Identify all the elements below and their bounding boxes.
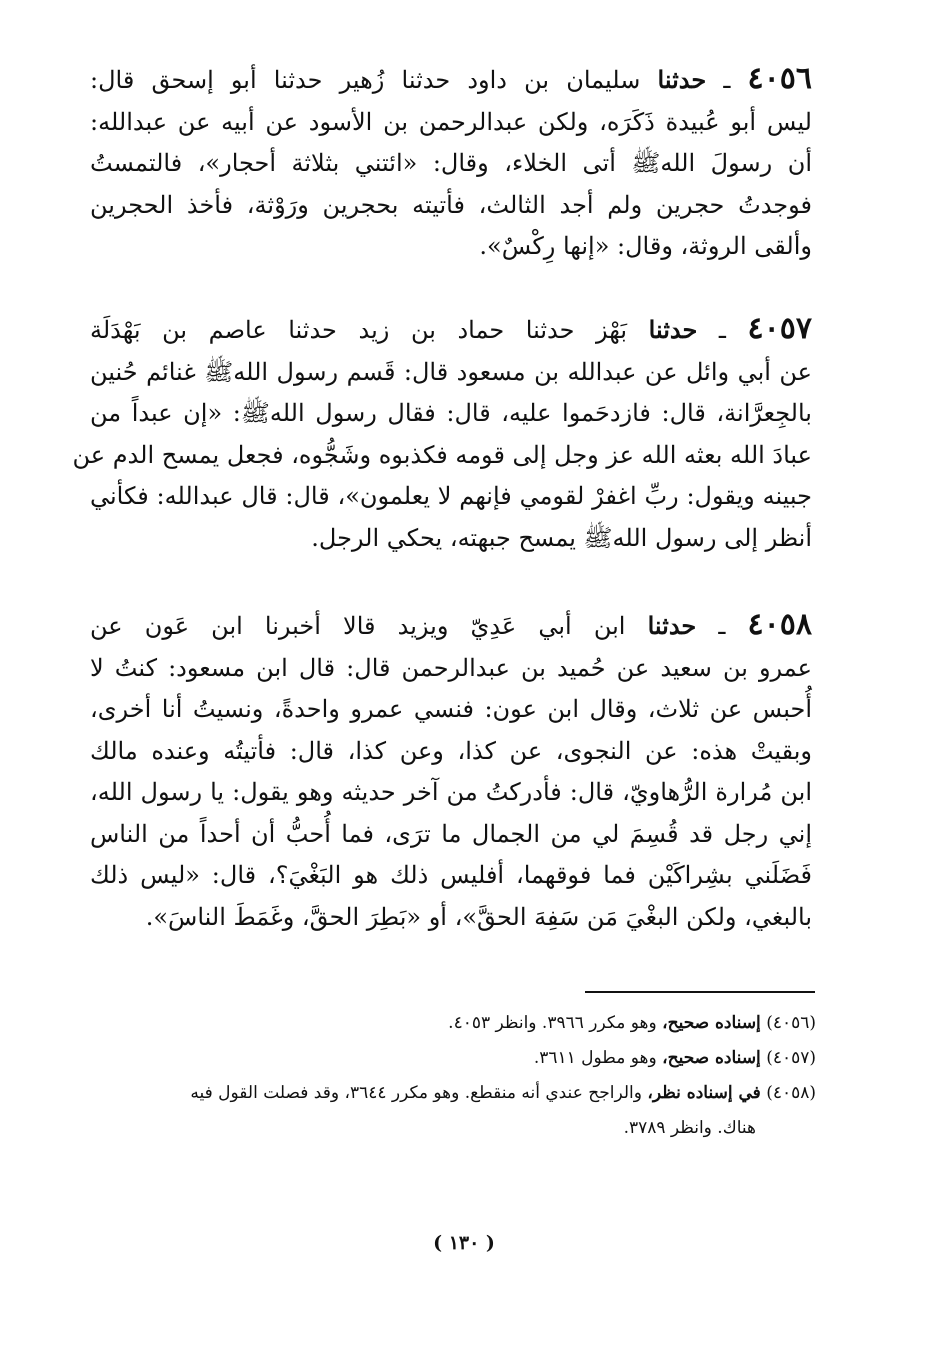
hadith-text: بَهْز حدثنا حماد بن زيد حدثنا عاصم بن بَهْدَلَة <box>90 316 628 344</box>
footnote-divider <box>585 991 815 993</box>
hadith-line: ٤٠٥٦ ـ حدثنا سليمان بن داود حدثنا زُهير حدثنا أبو إسحق قال: <box>90 61 812 96</box>
footnote-4058 <box>88 1076 816 1111</box>
hadith-number: ٤٠٥٦ <box>747 61 812 96</box>
footnotes <box>88 1006 816 1146</box>
hadith-number: ٤٠٥٧ <box>747 311 812 346</box>
hadith-lead: حدثنا <box>648 315 698 344</box>
footnote-ref: (٤٠٥٨) <box>766 1083 816 1103</box>
page-number: ( ١٣٠ ) <box>433 1232 495 1254</box>
footnote-text: وهو مطول ٣٦١١. <box>533 1048 657 1068</box>
footnote-text: وهو مكرر ٣٩٦٦. وانظر ٤٠٥٣. <box>448 1013 657 1033</box>
hadith-line: ابن مُرارة الرُّهاويّ، قال: فأدركتُ من آخر حديثه وهو يقول: يا رسول الله، <box>90 778 812 806</box>
hadith-line: جبينه ويقول: ربِّ اغفرْ لقومي فإنهم لا يعلمون»، قال: قال عبدالله: فكأني <box>90 482 813 510</box>
hadith-4057 <box>72 308 813 559</box>
footnote-text: هناك. وانظر ٣٧٨٩. <box>623 1118 756 1138</box>
footnote-grade: إسناده صحيح، <box>662 1013 761 1033</box>
hadith-line: عبادَ الله بعثه الله عز وجل إلى قومه فكذبوه وشَجُّوه، فجعل يمسح الدم عن <box>72 440 812 469</box>
hadith-lead: حدثنا <box>657 65 707 94</box>
hadith-line: أُحبس عن ثلاث، وقال ابن عون: فنسي عمرو واحدةً، ونسيتُ أنا أخرى، <box>90 695 812 723</box>
hadith-line: وألقى الروثة، وقال: «إنها رِكْسٌ». <box>479 232 812 260</box>
hadith-line: أنظر إلى رسول اللهﷺ يمسح جبهته، يحكي الرجل. <box>311 523 812 552</box>
hadith-text: سليمان بن داود حدثنا زُهير حدثنا أبو إسحق قال: <box>90 66 641 94</box>
hadith-line: أن رسولَ اللهﷺ أتى الخلاء، وقال: «ائتني بثلاثة أحجار»، فالتمستُ <box>90 149 812 177</box>
footnote-grade: إسناده صحيح، <box>662 1048 761 1068</box>
hadith-number: ٤٠٥٨ <box>747 607 812 642</box>
hadith-lead: حدثنا <box>647 611 697 640</box>
hadith-line: عمرو بن سعيد عن حُميد بن عبدالرحمن قال: قال ابن مسعود: كنتُ لا <box>90 653 812 682</box>
footnote-4056 <box>88 1006 816 1041</box>
hadith-line: فَضَلَني بشِراكَيْن فما فوقهما، أفليس ذلك هو البَغْيَ؟، قال: «ليس ذلك <box>90 861 812 889</box>
hadith-line: بالجِعرَّانة، قال: فازدحَموا عليه، قال: فقال رسول اللهﷺ: «إن عبداً من <box>90 399 812 427</box>
footnote-grade: في إسناده نظر، <box>647 1083 761 1103</box>
hadith-line: ٤٠٥٧ ـ حدثنا بَهْز حدثنا حماد بن زيد حدثنا عاصم بن بَهْدَلَة <box>90 311 812 346</box>
footnote-text: والراجح عندي أنه منقطع. وهو مكرر ٣٦٤٤، وقد فصلت القول فيه <box>190 1083 642 1103</box>
footnote-4057 <box>88 1041 816 1076</box>
hadith-line: ليس أبو عُبيدة ذَكَرَه، ولكن عبدالرحمن بن الأسود عن أبيه عن عبدالله: <box>90 107 812 136</box>
hadith-line: فوجدتُ حجرين ولم أجد الثالث، فأتيته بحجرين ورَوْثة، فأخذ الحجرين <box>90 190 812 219</box>
footnote-4058-continued <box>88 1111 816 1146</box>
footnote-ref: (٤٠٥٧) <box>766 1048 816 1068</box>
hadith-line: ٤٠٥٨ ـ حدثنا ابن أبي عَدِيّ ويزيد قالا أخبرنا ابن عَون عن <box>90 607 812 642</box>
footnote-ref: (٤٠٥٦) <box>766 1013 816 1033</box>
hadith-text: ابن أبي عَدِيّ ويزيد قالا أخبرنا ابن عَون عن <box>90 612 626 640</box>
hadith-4058 <box>90 604 812 938</box>
hadith-line: إني رجل قد قُسِمَ لي من الجمال ما ترَى، فما أُحبُّ أن أحداً من الناس <box>90 819 812 848</box>
hadith-line: عن أبي وائل عن عبدالله بن مسعود قال: قَسم رسول اللهﷺ غنائم حُنين <box>90 357 812 386</box>
hadith-line: وبقيتْ هذه: عن النجوى، عن كذا، وعن كذا، قال: فأتيتُه وعنده مالك <box>90 736 812 765</box>
hadith-line: بالبغي، ولكن البغْيَ مَن سَفِهَ الحقَّ»، أو «بَطِرَ الحقَّ، وغَمَطَ الناسَ». <box>145 902 812 931</box>
hadith-4056 <box>90 58 812 268</box>
